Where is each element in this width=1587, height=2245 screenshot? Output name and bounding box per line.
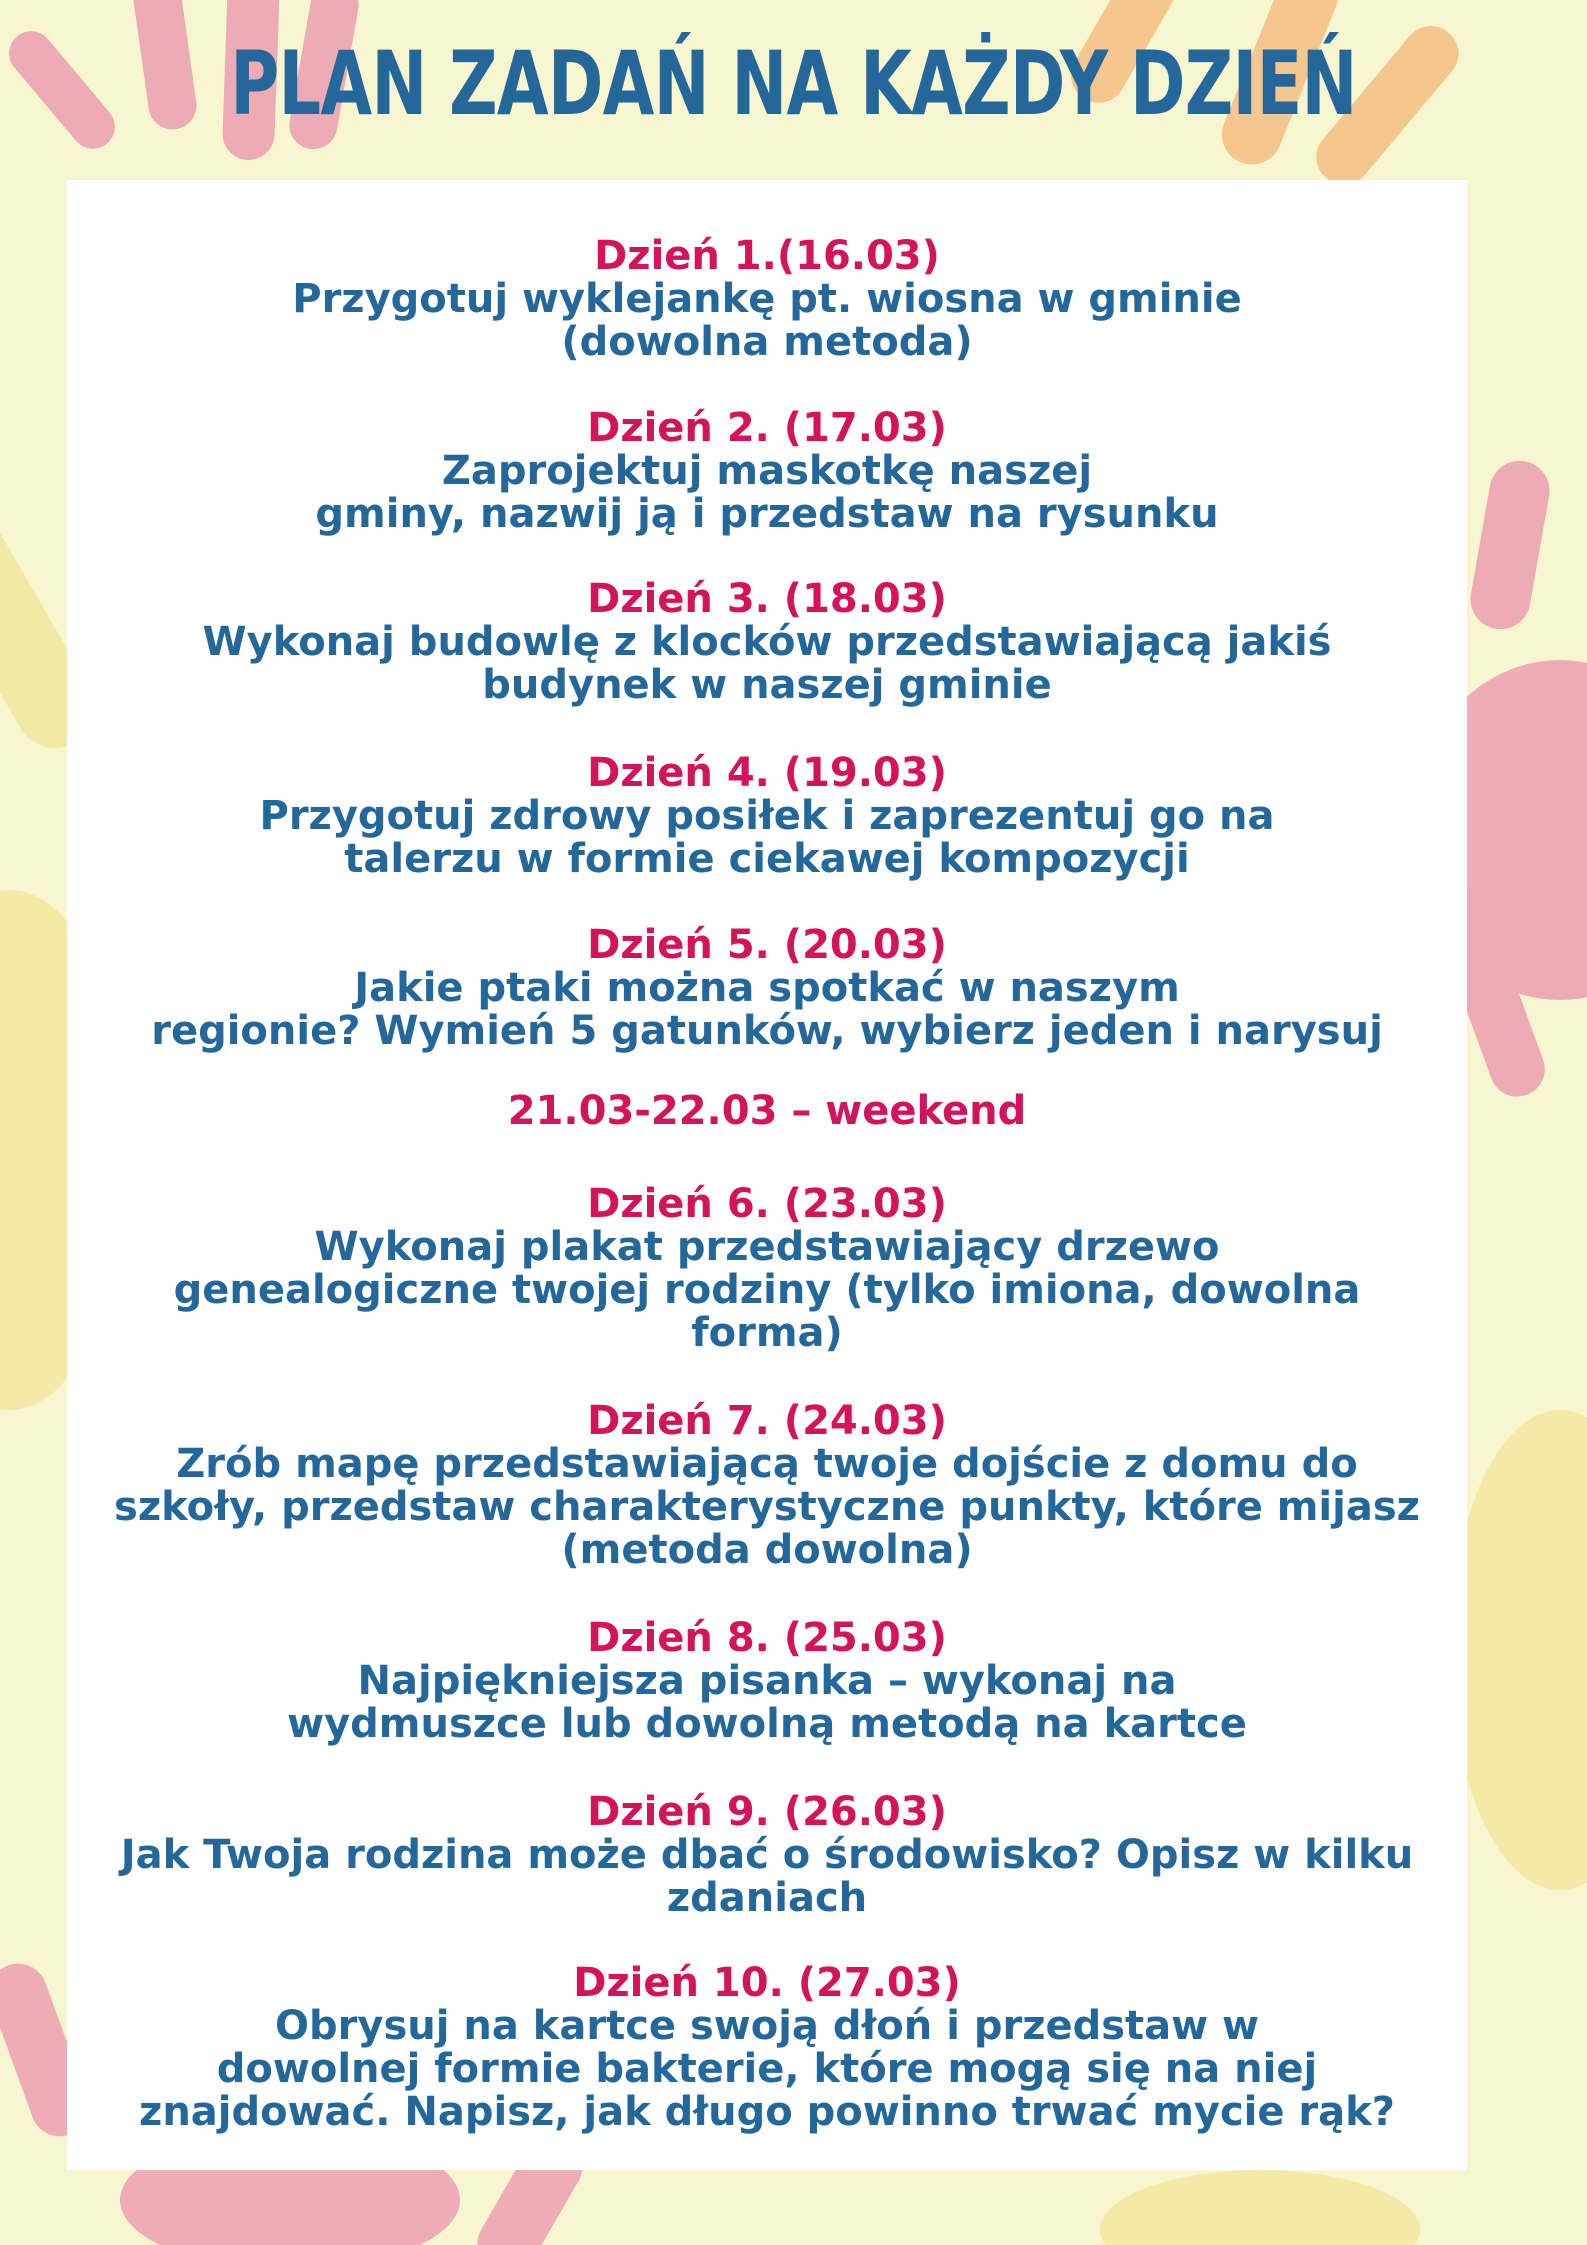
task-text: dowolnej formie bakterie, które mogą się na niej <box>216 2046 1318 2092</box>
task-text: Wykonaj plakat przedstawiający drzewo <box>314 1224 1220 1270</box>
handprint-icon <box>1450 1410 1587 1890</box>
weekend-note <box>67 1090 1467 1133</box>
task-entry-day-5 <box>67 924 1467 1053</box>
task-entry-day-3 <box>67 578 1467 707</box>
task-heading: Dzień 5. (20.03) <box>587 922 947 968</box>
task-heading: Dzień 10. (27.03) <box>573 1960 961 2006</box>
task-heading: Dzień 3. (18.03) <box>587 576 947 622</box>
task-entry-day-7 <box>67 1400 1467 1572</box>
task-text: (metoda dowolna) <box>561 1527 973 1573</box>
task-heading: Dzień 2. (17.03) <box>587 405 947 451</box>
task-text: Przygotuj zdrowy posiłek i zaprezentuj go na <box>259 793 1275 839</box>
task-panel <box>67 180 1467 2170</box>
task-entry-day-10 <box>67 1962 1467 2134</box>
task-text: Zrób mapę przedstawiającą twoje dojście z domu do <box>176 1441 1358 1487</box>
task-heading: Dzień 1.(16.03) <box>594 233 940 279</box>
task-text: Najpiękniejsza pisanka – wykonaj na <box>357 1658 1177 1704</box>
task-heading: Dzień 4. (19.03) <box>587 750 947 796</box>
task-text: Obrysuj na kartce swoją dłoń i przedstaw w <box>275 2003 1259 2049</box>
task-text: budynek w naszej gminie <box>482 662 1052 708</box>
task-entry-day-2 <box>67 407 1467 536</box>
task-text: Zaprojektuj maskotkę naszej <box>441 448 1093 494</box>
task-entry-day-1 <box>67 235 1467 364</box>
task-text: talerzu w formie ciekawej kompozycji <box>344 836 1190 882</box>
task-heading: Dzień 6. (23.03) <box>587 1181 947 1227</box>
task-entry-day-8 <box>67 1617 1467 1746</box>
task-text: szkoły, przedstaw charakterystyczne punkty, które mijasz <box>114 1484 1420 1530</box>
task-entry-day-9 <box>67 1791 1467 1920</box>
task-text: znajdować. Napisz, jak długo powinno trwać mycie rąk? <box>139 2089 1395 2135</box>
task-text: forma) <box>691 1310 843 1356</box>
task-heading: 21.03-22.03 – weekend <box>507 1088 1027 1134</box>
task-text: Przygotuj wyklejankę pt. wiosna w gminie <box>292 276 1242 322</box>
page-title: PLAN ZADAŃ NA KAŻDY DZIEŃ <box>230 32 1357 135</box>
task-heading: Dzień 9. (26.03) <box>587 1789 947 1835</box>
task-text: (dowolna metoda) <box>561 319 973 365</box>
task-entry-day-4 <box>67 752 1467 881</box>
task-text: Jakie ptaki można spotkać w naszym <box>354 965 1180 1011</box>
task-text: zdaniach <box>666 1875 868 1921</box>
task-text: gminy, nazwij ją i przedstaw na rysunku <box>315 491 1219 537</box>
handprint-icon <box>1100 2170 1420 2245</box>
task-heading: Dzień 7. (24.03) <box>587 1398 947 1444</box>
task-text: Jak Twoja rodzina może dbać o środowisko? Opisz w kilku <box>120 1832 1414 1878</box>
task-entry-day-6 <box>67 1183 1467 1355</box>
task-text: regionie? Wymień 5 gatunków, wybierz jeden i narysuj <box>151 1008 1383 1054</box>
task-text: Wykonaj budowlę z klocków przedstawiającą jakiś <box>202 619 1332 665</box>
task-text: genealogiczne twojej rodziny (tylko imiona, dowolna <box>173 1267 1361 1313</box>
task-heading: Dzień 8. (25.03) <box>587 1615 947 1661</box>
task-text: wydmuszce lub dowolną metodą na kartce <box>287 1701 1247 1747</box>
